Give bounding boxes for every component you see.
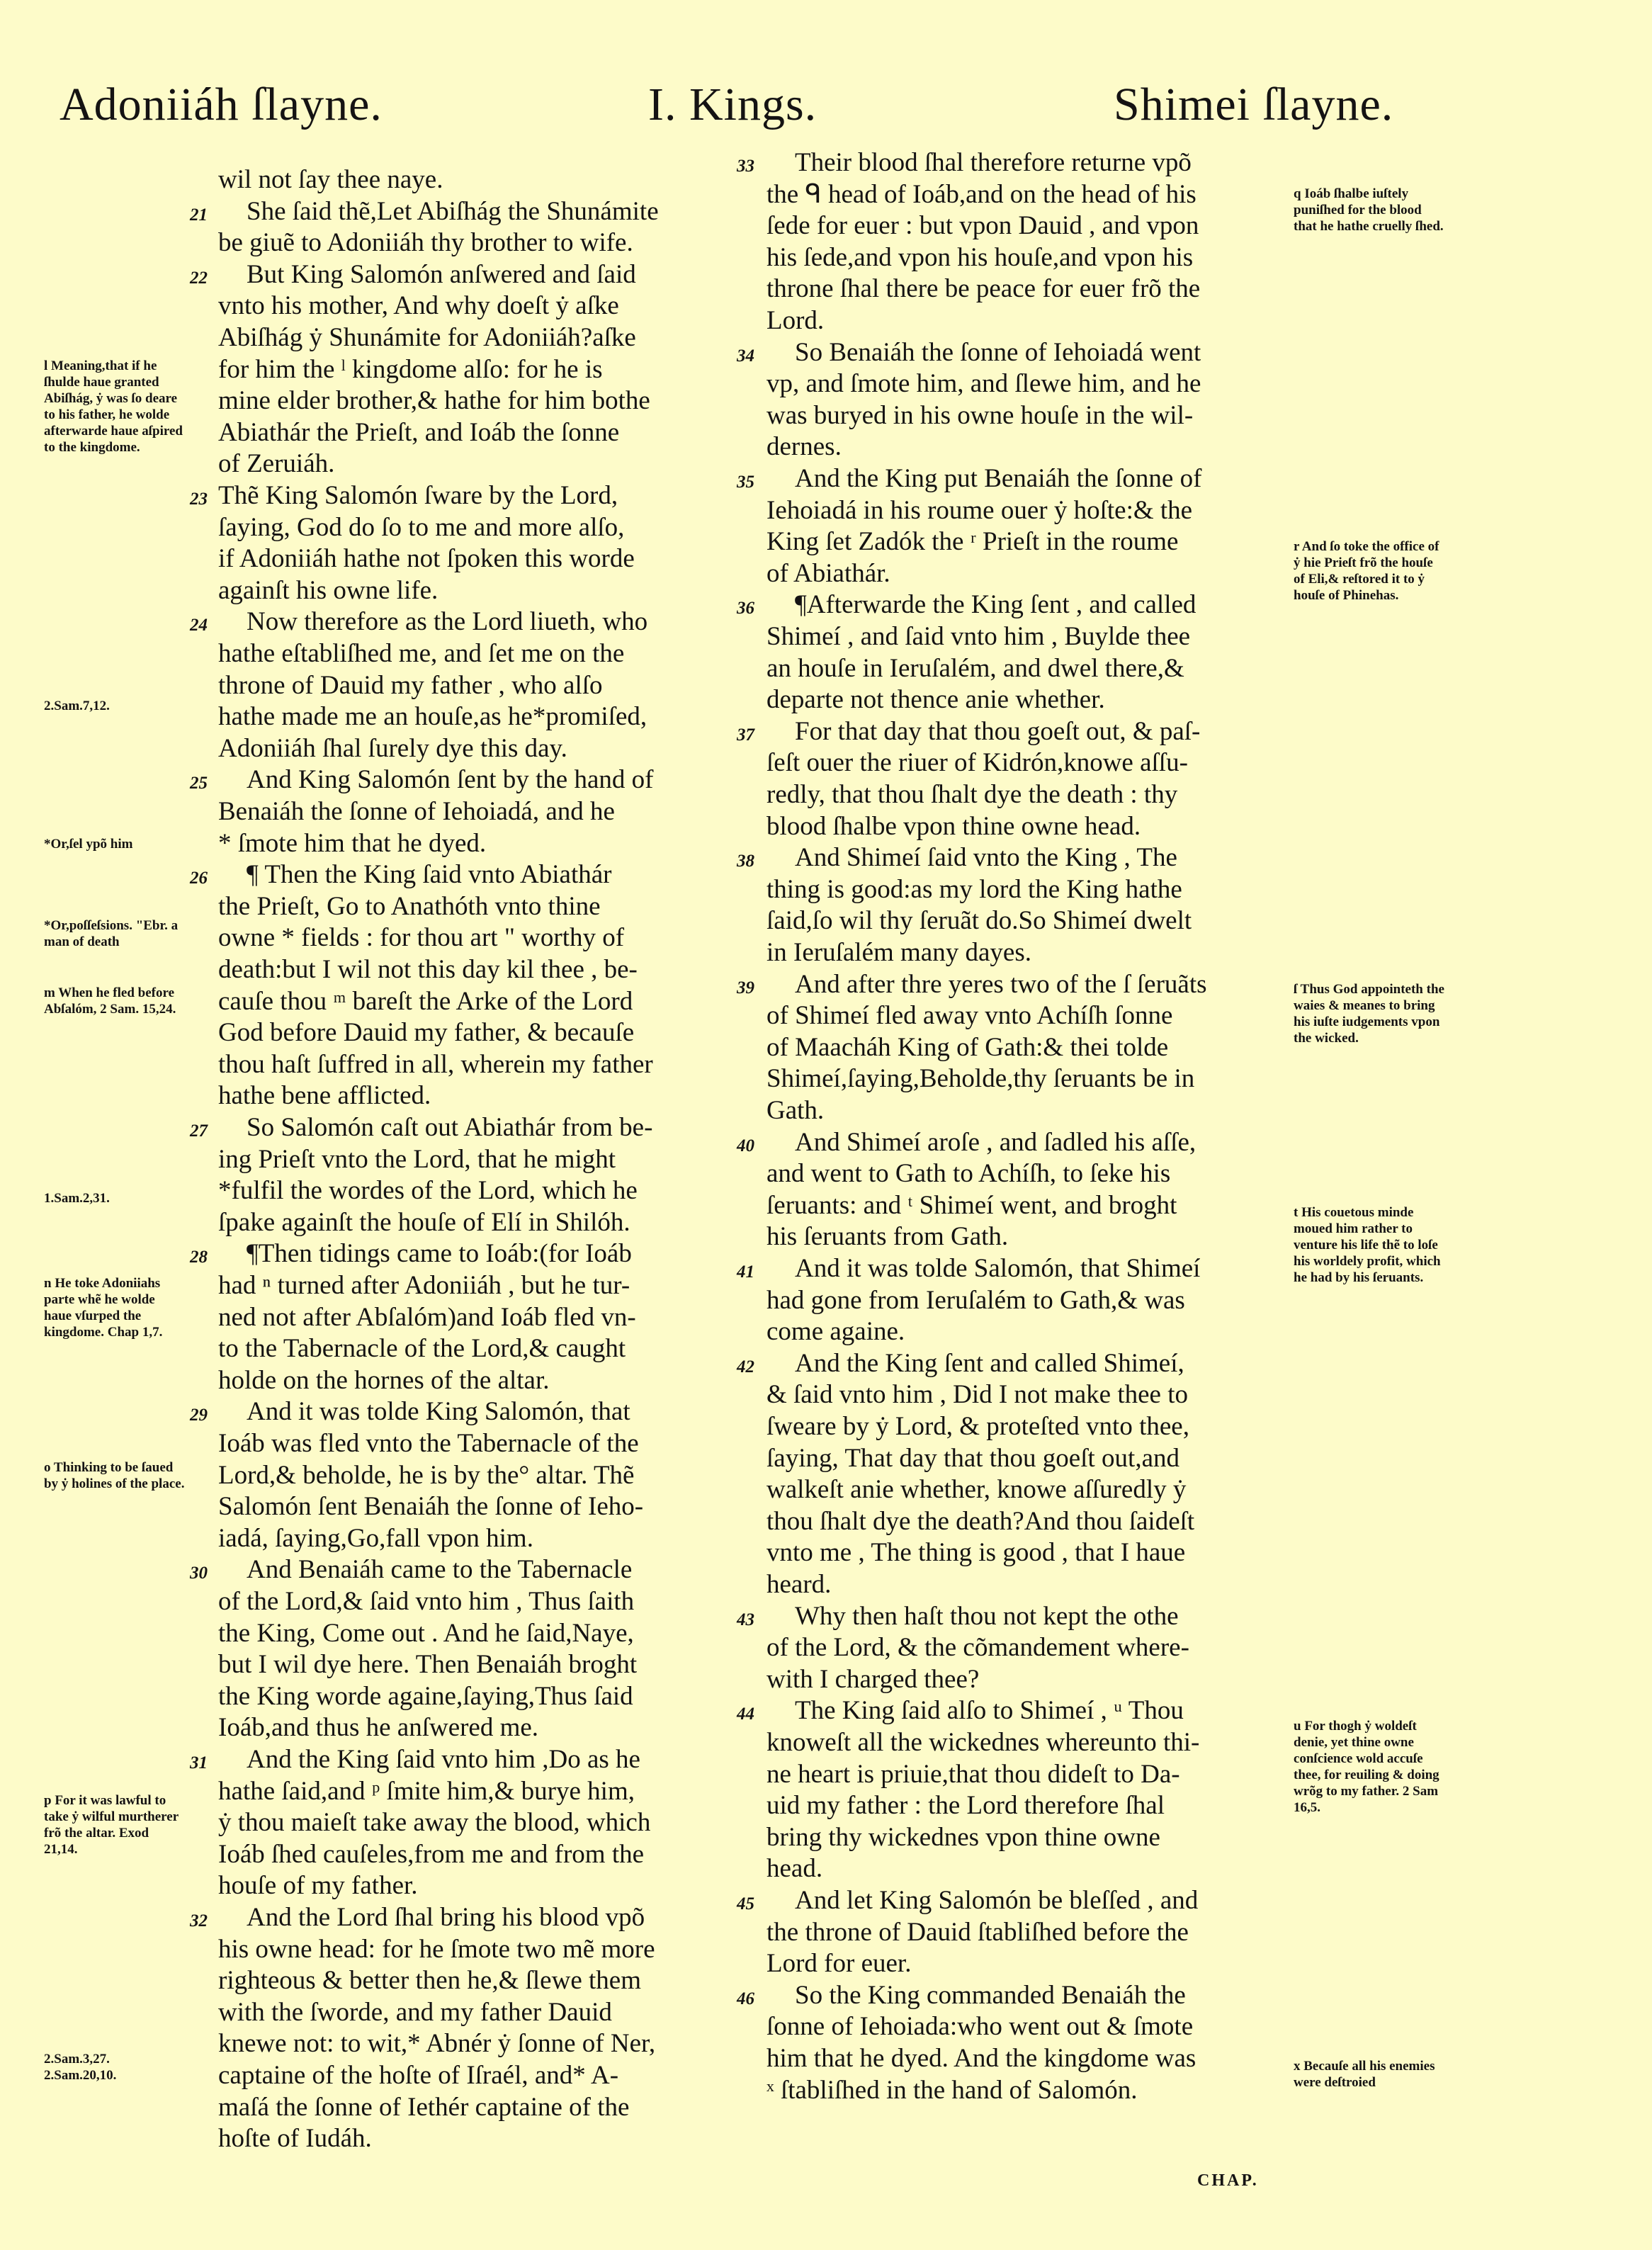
text-line: ¶ Then the King ſaid vnto Abiathár (247, 860, 612, 890)
text-line: Thẽ King Salomón ſware by the Lord, (218, 481, 618, 510)
verse-number: 32 (190, 1911, 208, 1930)
text-line: ned not after Abſalóm)and Ioáb fled vn- (218, 1302, 636, 1332)
text-line: and went to Gath to Achíſh, to ſeke his (766, 1159, 1171, 1189)
header-left-title: Adoniiáh ſlayne. (60, 79, 383, 130)
text-line: The King ſaid alſo to Shimeí , ᵘ Thou (795, 1696, 1184, 1726)
text-line: ſaying, God do ſo to me and more alſo, (218, 512, 625, 542)
verse-number: 45 (737, 1894, 754, 1913)
text-line: ſede for euer : but vpon Dauid , and vpon (766, 211, 1199, 241)
text-line: And after thre yeres two of the ſ ſeruãts (795, 969, 1207, 999)
text-line: head. (766, 1854, 823, 1884)
text-line: againſt his owne life. (218, 575, 439, 605)
text-line: the throne of Dauid ſtabliſhed before the (766, 1917, 1189, 1947)
text-line: And the Lord ſhal bring his blood vpõ (247, 1903, 645, 1932)
verse-number: 28 (190, 1248, 208, 1267)
text-line: come againe. (766, 1317, 905, 1347)
margin-note: q Ioáb ſhalbe iuſtely puniſhed for the blood that he hathe cruelly ſhed. (1294, 186, 1444, 234)
text-line: to the Tabernacle of the Lord,& caught (218, 1334, 626, 1364)
text-line: Salomón ſent Benaiáh the ſonne of Ieho- (218, 1492, 644, 1522)
text-line: thing is good:as my lord the King hathe (766, 874, 1182, 904)
text-line: Gath. (766, 1096, 825, 1125)
text-line: ¶Then tidings came to Ioáb:(for Ioáb (247, 1239, 632, 1269)
text-line: Ioáb ſhed cauſeles,from me and from the (218, 1839, 645, 1869)
text-line: heard. (766, 1570, 832, 1599)
text-line: And it was tolde King Salomón, that (247, 1397, 630, 1427)
text-line: vnto me , The thing is good , that I haue (766, 1538, 1186, 1568)
text-line: knoweſt all the wickednes whereunto thi- (766, 1728, 1200, 1757)
margin-note: 2.Sam.7,12. (44, 699, 110, 713)
text-line: So Benaiáh the ſonne of Iehoiadá went (795, 337, 1201, 367)
text-line: And Shimeí ſaid vnto the King , The (795, 843, 1177, 873)
text-line: uid my father : the Lord therefore ſhal (766, 1791, 1165, 1821)
text-line: be giuẽ to Adoniiáh thy brother to wife. (218, 228, 633, 258)
margin-note: *Or,poſſeſsions. "Ebr. a man of death (44, 918, 179, 949)
margin-note: *Or,ſel ypõ him (44, 837, 133, 852)
text-line: blood ſhalbe vpon thine owne head. (766, 811, 1141, 841)
text-line: death:but I wil not this day kil thee , be- (218, 955, 638, 984)
verse-number: 26 (190, 869, 208, 888)
text-line: For that day that thou goeſt out, & paſ- (795, 716, 1201, 746)
text-line: of the Lord, & the cõmandement where- (766, 1633, 1189, 1663)
header-book-title: I. Kings. (648, 79, 817, 130)
text-line: Lord for euer. (766, 1949, 912, 1979)
text-line: of Shimeí fled away vnto Achíſh ſonne (766, 1001, 1173, 1031)
text-line: vnto his mother, And why doeſt ẏ aſke (218, 291, 619, 321)
text-line: God before Dauid my father, & becauſe (218, 1018, 635, 1048)
text-line: but I wil dye here. Then Benaiáh broght (218, 1650, 638, 1680)
text-line: And the King put Benaiáh the ſonne of (795, 464, 1202, 493)
text-line: bring thy wickednes vpon thine owne (766, 1822, 1160, 1852)
text-line: holde on the hornes of the altar. (218, 1365, 550, 1395)
text-line: walkeſt anie whether, knowe aſſuredly ẏ (766, 1475, 1187, 1505)
text-line: departe not thence anie whether. (766, 685, 1105, 715)
margin-note: o Thinking to be ſaued by ẏ holines of the place. (44, 1460, 185, 1491)
margin-note: p For it was lawful to take ẏ wilful murtherer frõ the altar. Exod 21,14. (44, 1793, 179, 1857)
text-line: Ioáb was fled vnto the Tabernacle of the (218, 1429, 639, 1458)
text-line: ſpake againſt the houſe of Elí in Shilóh. (218, 1207, 630, 1237)
text-line: throne of Dauid my father , who alſo (218, 670, 603, 700)
text-line: redly, that thou ſhalt dye the death : thy (766, 780, 1178, 809)
text-line: his ſede,and vpon his houſe,and vpon his (766, 242, 1194, 272)
text-line: ſaying, That day that thou goeſt out,and (766, 1443, 1179, 1473)
text-line: the Prieſt, Go to Anathóth vnto thine (218, 891, 601, 921)
text-line: throne ſhal there be peace for euer frõ the (766, 274, 1201, 304)
text-line: Shimeí , and ſaid vnto him , Buylde thee (766, 622, 1191, 651)
text-line: ſonne of Iehoiada:who went out & ſmote (766, 2012, 1194, 2042)
text-line: cauſe thou ᵐ bareſt the Arke of the Lord (218, 986, 633, 1016)
text-line: ſeruants: and ᵗ Shimeí went, and broght (766, 1190, 1177, 1220)
text-line: houſe of my father. (218, 1871, 418, 1901)
verse-number: 37 (737, 725, 754, 745)
verse-number: 44 (737, 1705, 754, 1724)
verse-number: 31 (190, 1753, 208, 1773)
text-line: wil not ſay thee naye. (218, 165, 443, 194)
verse-number: 40 (737, 1136, 754, 1155)
text-line: had ⁿ turned after Adoniiáh , but he tur- (218, 1271, 630, 1300)
margin-note: 1.Sam.2,31. (44, 1191, 110, 1206)
text-line: hathe bene afflicted. (218, 1081, 431, 1111)
text-line: him that he dyed. And the kingdome was (766, 2044, 1196, 2073)
text-line: if Adoniiáh hathe not ſpoken this worde (218, 544, 635, 574)
text-line: hathe made me an houſe,as he*promiſed, (218, 702, 647, 732)
text-line: Ioáb,and thus he anſwered me. (218, 1713, 539, 1743)
text-line: ing Prieſt vnto the Lord, that he might (218, 1144, 616, 1174)
text-line: ſeſt ouer the riuer of Kidrón,knowe aſſu- (766, 748, 1188, 778)
verse-number: 46 (737, 1989, 754, 2008)
margin-note: n He toke Adoniiahs parte whẽ he wolde haue vſurped the kingdome. Chap 1,7. (44, 1276, 163, 1340)
text-line: was buryed in his owne houſe in the wil- (766, 400, 1194, 430)
text-line: iadá, ſaying,Go,fall vpon him. (218, 1523, 533, 1553)
text-line: of the Lord,& ſaid vnto him , Thus ſaith (218, 1587, 635, 1616)
text-line: thou ſhalt dye the death?And thou ſaideſt (766, 1506, 1195, 1536)
text-line: And the King ſaid vnto him ,Do as he (247, 1745, 640, 1774)
text-line: Their blood ſhal therefore returne vpõ (795, 148, 1192, 177)
text-line: Abiathár the Prieſt, and Ioáb the ſonne (218, 417, 620, 447)
text-line: ˣ ſtabliſhed in the hand of Salomón. (766, 2075, 1138, 2105)
verse-number: 27 (190, 1121, 208, 1141)
verse-number: 30 (190, 1564, 208, 1583)
text-line: his owne head: for he ſmote two mẽ more (218, 1934, 655, 1964)
margin-note: u For thogh ẏ woldeſt denie, yet thine owne conſcience wold accuſe thee, for reuiling & doing wrõg to my father. 2 Sam 16,5. (1294, 1719, 1439, 1815)
text-line: Adoniiáh ſhal ſurely dye this day. (218, 733, 567, 763)
text-line: ſweare by ẏ Lord, & proteſted vnto thee, (766, 1412, 1189, 1441)
text-line: vp, and ſmote him, and ſlewe him, and he (766, 369, 1201, 399)
text-line: ſaid,ſo wil thy ſeruãt do.So Shimeí dwelt (766, 906, 1192, 936)
running-header (0, 78, 1652, 149)
text-line: And it was tolde Salomón, that Shimeí (795, 1254, 1201, 1283)
verse-number: 36 (737, 599, 754, 618)
text-line: Lord,& beholde, he is by the° altar. Thẽ (218, 1460, 635, 1490)
text-line: ẏ thou maieſt take away the blood, which (218, 1808, 651, 1838)
verse-number: 41 (737, 1262, 754, 1282)
text-line: with I charged thee? (766, 1664, 980, 1694)
text-line: righteous & better then he,& ſlewe them (218, 1966, 641, 1996)
text-line: She ſaid thẽ,Let Abiſhág the Shunámite (247, 196, 659, 226)
text-line: And the King ſent and called Shimeí, (795, 1348, 1184, 1378)
verse-number: 39 (737, 978, 754, 997)
text-line: King ſet Zadók the ʳ Prieſt in the roume (766, 527, 1179, 557)
margin-note: r And ſo toke the office of ẏ hie Prieſt frõ the houſe of Eli,& reſtored it to ẏ houſe of Phinehas. (1294, 539, 1439, 603)
text-line: But King Salomón anſwered and ſaid (247, 259, 636, 289)
text-line: Benaiáh the ſonne of Iehoiadá, and he (218, 797, 615, 826)
margin-note: t His couetous minde moued him rather to venture his life thẽ to loſe his worldely profit, which he had by his ſeruants. (1294, 1205, 1441, 1285)
verse-number: 43 (737, 1610, 754, 1629)
text-line: mine elder brother,& hathe for him bothe (218, 386, 650, 416)
text-line: ¶Afterwarde the King ſent , and called (795, 590, 1196, 620)
verse-number: 24 (190, 616, 208, 635)
margin-note: l Meaning,that if he ſhulde haue granted Abiſhág, ẏ was ſo deare to his father, he wolde afterwarde haue aſpired to the kingdome. (44, 358, 183, 455)
text-line: owne * fields : for thou art " worthy of (218, 923, 625, 953)
text-line: Abiſhág ẏ Shunámite for Adoniiáh?aſke (218, 323, 636, 352)
text-line: & ſaid vnto him , Did I not make thee to (766, 1380, 1188, 1410)
text-line: dernes. (766, 432, 842, 462)
text-line: And King Salomón ſent by the hand of (247, 765, 654, 795)
verse-number: 33 (737, 157, 754, 176)
text-line: ne heart is priuie,that thou dideſt to Da- (766, 1759, 1180, 1789)
text-line: Iehoiadá in his roume ouer ẏ hoſte:& the (766, 495, 1193, 525)
text-line: hathe eſtabliſhed me, and ſet me on the (218, 639, 625, 668)
text-line: had gone from Ieruſalém to Gath,& was (766, 1285, 1185, 1315)
text-line: Lord. (766, 306, 825, 335)
verse-number: 42 (737, 1357, 754, 1376)
verse-number: 23 (190, 490, 208, 509)
text-line: thou haſt ſuffred in all, wherein my father (218, 1049, 653, 1079)
header-right-title: Shimei ſlayne. (1114, 79, 1394, 130)
margin-note: x Becauſe all his enemies were deſtroied (1294, 2059, 1435, 2090)
text-line: the King, Come out . And he ſaid,Naye, (218, 1618, 634, 1648)
text-line: the ᑫ head of Ioáb,and on the head of his (766, 179, 1196, 209)
verse-number: 34 (737, 346, 754, 366)
text-line: his ſeruants from Gath. (766, 1222, 1009, 1252)
verse-number: 29 (190, 1406, 208, 1425)
text-line: *fulfil the wordes of the Lord, which he (218, 1176, 638, 1206)
verse-number: 25 (190, 774, 208, 793)
text-line: Shimeí,ſaying,Beholde,thy ſeruants be in (766, 1064, 1195, 1094)
text-line: Why then haſt thou not kept the othe (795, 1601, 1179, 1631)
text-line: hathe ſaid,and ᵖ ſmite him,& burye him, (218, 1776, 635, 1806)
text-line: And let King Salomón be bleſſed , and (795, 1886, 1199, 1915)
text-line: And Benaiáh came to the Tabernacle (247, 1555, 633, 1585)
catchword: CHAP. (1197, 2171, 1259, 2190)
text-line: of Maacháh King of Gath:& thei tolde (766, 1032, 1169, 1062)
text-line: of Zeruiáh. (218, 449, 335, 479)
text-line: an houſe in Ieruſalém, and dwel there,& (766, 653, 1184, 683)
text-line: So the King commanded Benaiáh the (795, 1980, 1186, 2010)
margin-note: 2.Sam.3,27. 2.Sam.20,10. (44, 2052, 117, 2083)
text-line: knewe not: to wit,* Abnér ẏ ſonne of Ner, (218, 2029, 656, 2059)
text-line: Now therefore as the Lord liueth, who (247, 607, 648, 637)
text-line: of Abiathár. (766, 558, 890, 588)
margin-note: ſ Thus God appointeth the waies & meanes to bring his iuſte iudgements vpon the wicked. (1294, 982, 1444, 1046)
text-line: * ſmote him that he dyed. (218, 828, 487, 858)
verse-number: 22 (190, 268, 208, 288)
verse-number: 35 (737, 473, 754, 492)
text-line: the King worde againe,ſaying,Thus ſaid (218, 1681, 633, 1711)
text-line: captaine of the hoſte of Iſraél, and* A- (218, 2061, 619, 2090)
text-line: And Shimeí aroſe , and ſadled his aſſe, (795, 1127, 1196, 1157)
text-line: maſá the ſonne of Iethér captaine of the (218, 2092, 630, 2122)
text-line: for him the ˡ kingdome alſo: for he is (218, 354, 603, 384)
verse-number: 21 (190, 205, 208, 225)
text-line: with the ſworde, and my father Dauid (218, 1997, 612, 2027)
text-line: in Ieruſalém many dayes. (766, 938, 1031, 967)
margin-note: m When he fled before Abſalóm, 2 Sam. 15,24. (44, 985, 176, 1017)
text-line: So Salomón caſt out Abiathár from be- (247, 1113, 653, 1142)
verse-number: 38 (737, 852, 754, 871)
text-line: hoſte of Iudáh. (218, 2124, 372, 2154)
